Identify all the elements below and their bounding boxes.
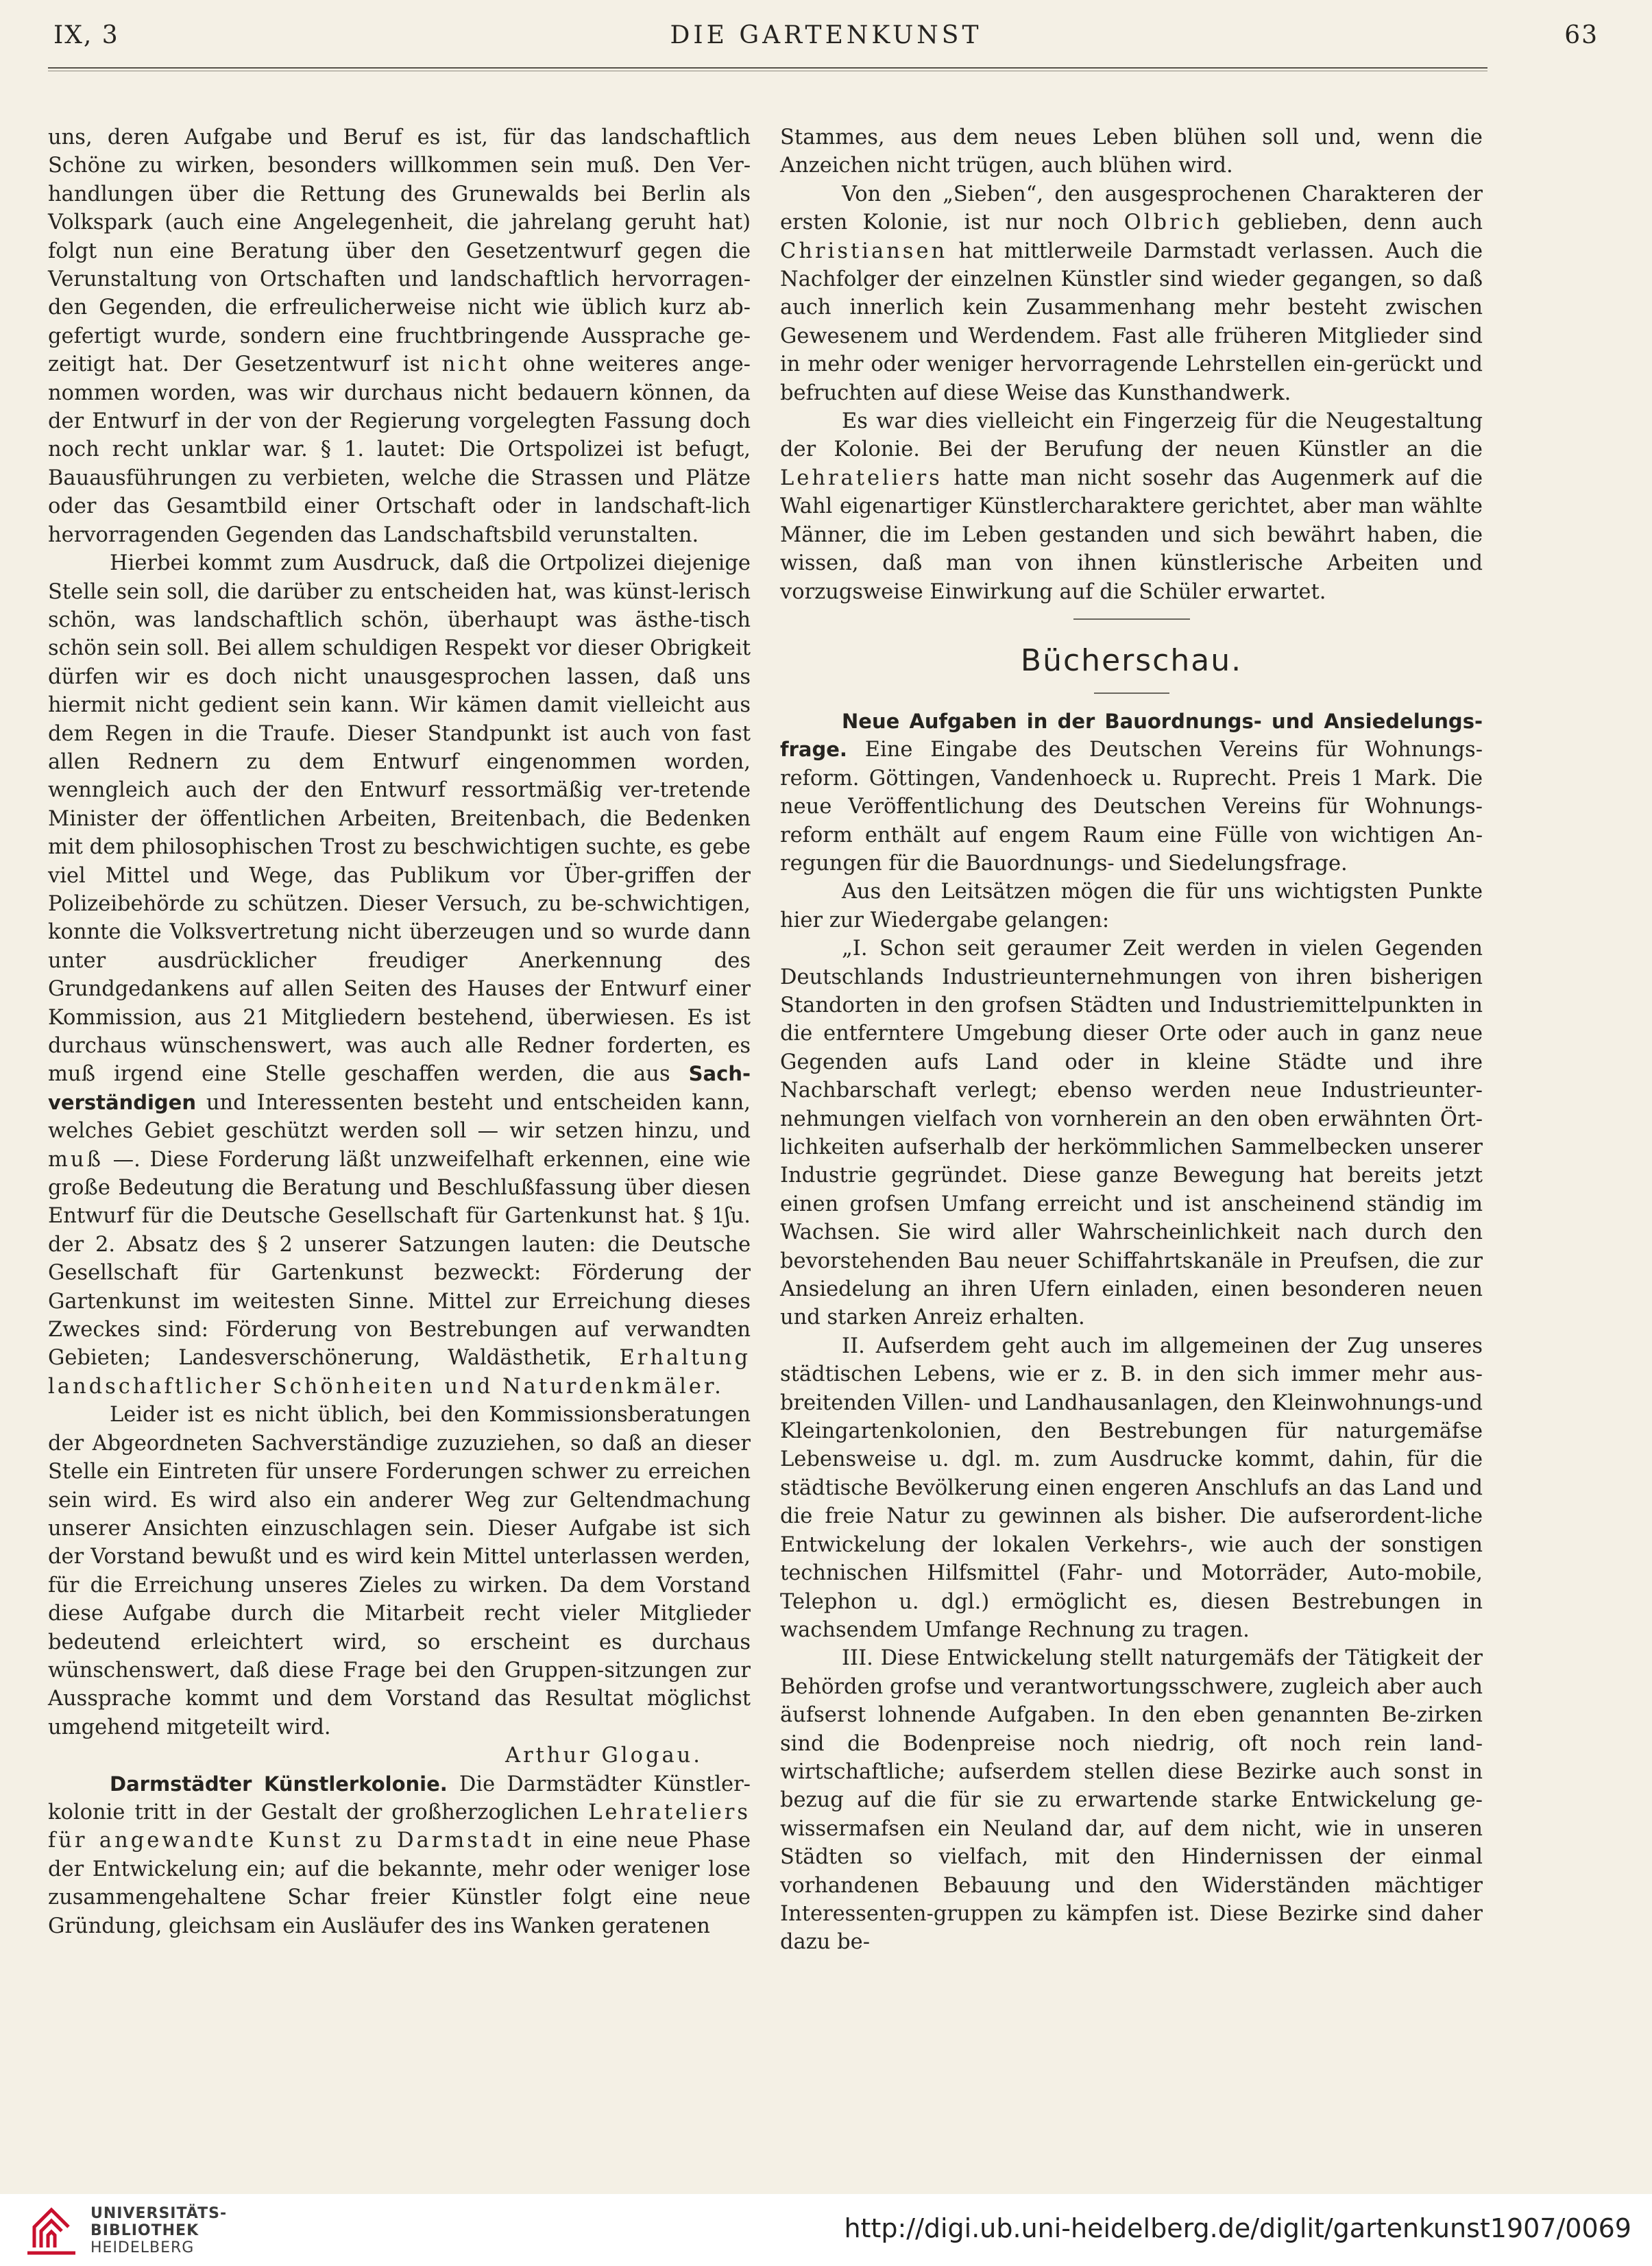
paragraph: Darmstädter Künstlerkolonie. Die Darmstädter Künstler-kolonie tritt in der Gestalt der großherzoglichen Lehrateliers für angewandte Kunst zu Darmstadt in eine neue Phase der Entwickelung ein; auf die bekannte, mehr oder weniger lose zusammengehaltene Schar freier Künstler folgt eine neue Gründung, gleichsam ein Ausläufer des ins Wanken geratenen xyxy=(48,1772,751,1938)
paragraph: „I. Schon seit geraumer Zeit werden in vielen Gegenden Deutschlands Industrieunternehmungen von ihren bisherigen Standorten in den grofsen Städten und Industriemittelpunkten in die entferntere Umgebung dieser Orte oder auch in ganz neue Gegenden aufs Land oder in kleine Städte und ihre Nachbarschaft verlegt; ebenso werden neue Industrieunter-nehmungen vielfach von vornherein an den oben erwähnten Ört-lichkeiten aufserhalb der herkömmlichen Sammelbecken unserer Industrie gegründet. Diese ganze Bewegung hat bereits jetzt einen grofsen Umfang erreicht und ist anscheinend ständig im Wachsen. Sie wird aller Wahrscheinlichkeit nach durch den bevorstehenden Bau neuer Schiffahrtskanäle in Preufsen, die zur Ansiedelung an ihren Ufern einladen, einen besonderen neuen und starken Anreiz erhalten. xyxy=(780,937,1483,1330)
paragraph: Es war dies vielleicht ein Fingerzeig für die Neugestaltung der Kolonie. Bei der Berufung der neuen Künstler an die Lehrateliers hatte man nicht sosehr das Augenmerk auf die Wahl eigenartiger Künstlercharaktere gerichtet, aber man wählte Männer, die im Leben gestanden und sich bewährt haben, die wissen, daß man von ihnen künstlerische Arbeiten und vorzugsweise Einwirkung auf die Schüler erwartet. xyxy=(780,409,1483,604)
right-column xyxy=(780,123,1483,1957)
paragraph: uns, deren Aufgabe und Beruf es ist, für das landschaftlich Schöne zu wirken, besonders willkommen sein muß. Den Ver-handlungen über die Rettung des Grunewalds bei Berlin als Volkspark (auch eine Angelegenheit, die jahrelang geruht hat) folgt nun eine Beratung über den Gesetzentwurf gegen die Verunstaltung von Ortschaften und landschaftlich hervorragen-den Gegenden, die erfreulicherweise nicht wie üblich kurz ab-gefertigt wurde, sondern eine fruchtbringende Aussprache ge-zeitigt hat. Der Gesetzentwurf ist nicht ohne weiteres ange-nommen worden, was wir durchaus nicht bedauern können, da der Entwurf in der von der Regierung vorgelegten Fassung doch noch recht unklar war. § 1. lautet: Die Ortspolizei ist befugt, Bauausführungen zu verbieten, welche die Strassen und Plätze oder das Gesamtbild einer Ortschaft oder in landschaft-lich hervorragenden Gegenden das Landschaftsbild verunstalten. xyxy=(48,125,751,547)
author-signature: Arthur Glogau. xyxy=(505,1744,703,1768)
section-title: Bücherschau. xyxy=(1020,642,1243,678)
library-logo-icon xyxy=(21,2199,82,2261)
paragraph: Neue Aufgaben in der Bauordnungs- und Ansiedelungs-frage. Eine Eingabe des Deutschen Vereins für Wohnungs-reform. Göttingen, Vandenhoeck u. Ruprecht. Preis 1 Mark. Die neue Veröffentlichung des Deutschen Vereins für Wohnungs-reform enthält auf engem Raum eine Fülle von wichtigen An-regungen für die Bauordnungs- und Siedelungsfrage. xyxy=(780,709,1483,876)
section-divider xyxy=(1073,618,1190,620)
paragraph: Aus den Leitsätzen mögen die für uns wichtigsten Punkte hier zur Wiedergabe gelangen: xyxy=(780,880,1483,932)
library-name-line: HEIDELBERG xyxy=(90,2239,195,2256)
paragraph: III. Diese Entwickelung stellt naturgemäfs der Tätigkeit der Behörden grofse und verantwortungsschwere, zugleich aber auch äufserst lohnende Aufgaben. In den eben genannten Be-zirken sind die Bodenpreise noch niedrig, oft noch rein land-wirtschaftliche; aufserdem stellen diese Bezirke auch sonst in bezug auf die für sie zu erwartende starke Entwickelung ge-wissermafsen ein Neuland dar, auf dem nicht, wie in unseren Städten so vielfach, mit den Hindernissen der einmal vorhandenen Bebauung und den Widerständen mächtiger Interessenten-gruppen zu kämpfen ist. Diese Bezirke sind daher dazu be- xyxy=(780,1646,1483,1955)
header-page-number: 63 xyxy=(1564,21,1599,49)
left-column xyxy=(48,123,751,1940)
paragraph: Von den „Sieben“, den ausgesprochenen Charakteren der ersten Kolonie, ist nur noch Olbrich geblieben, denn auch Christiansen hat mittlerweile Darmstadt verlassen. Auch die Nachfolger der einzelnen Künstler sind wieder gegangen, so daß auch innerlich kein Zusammenhang mehr besteht zwischen Gewesenem und Werdendem. Fast alle früheren Mitglieder sind in mehr oder weniger hervorragende Lehrstellen ein-gerückt und befruchten auf diese Weise das Kunsthandwerk. xyxy=(780,182,1483,405)
paragraph: Hierbei kommt zum Ausdruck, daß die Ortpolizei diejenige Stelle sein soll, die darüber zu entscheiden hat, was künst-lerisch schön, was landschaftlich schön, überhaupt was ästhe-tisch schön sein soll. Bei allem schuldigen Respekt vor dieser Obrigkeit dürfen wir es doch nicht unausgesprochen lassen, daß uns hiermit nicht gedient sein kann. Wir kämen damit vielleicht aus dem Regen in die Traufe. Dieser Standpunkt ist auch von fast allen Rednern zu dem Entwurf eingenommen worden, wenngleich auch der den Entwurf ressortmäßig ver-tretende Minister der öffentlichen Arbeiten, Breitenbach, die Bedenken mit dem philosophischen Trost zu beschwichtigen suchte, es gebe viel Mittel und Wege, das Publikum vor Über-griffen der Polizeibehörde zu schützen. Dieser Versuch, zu be-schwichtigen, konnte die Volksvertretung nicht überzeugen und so wurde dann unter ausdrücklicher freudiger Anerkennung des Grundgedankens auf allen Seiten des Hauses der Entwurf einer Kommission, aus 21 Mitgliedern bestehend, überwiesen. Es ist durchaus wünschenswert, was auch alle Redner forderten, es muß irgend eine Stelle geschaffen werden, die aus Sach-verständigen und Interessenten besteht und entscheiden kann, welches Gebiet geschützt werden soll — wir setzen hinzu, und muß —. Diese Forderung läßt unzweifelhaft erkennen, eine wie große Bedeutung die Beratung und Beschlußfassung über diesen Entwurf für die Deutsche Gesellschaft für Gartenkunst hat. § 1ʃu. der 2. Absatz des § 2 unserer Satzungen lauten: die Deutsche Gesellschaft für Gartenkunst bezweckt: Förderung der Gartenkunst im weitesten Sinne. Mittel zur Erreichung dieses Zweckes sind: Förderung von Bestrebungen auf verwandten Gebieten; Landesverschönerung, Waldästhetik, Erhaltung landschaftlicher Schönheiten und Naturdenkmäler. xyxy=(48,551,751,1399)
paragraph: Stammes, aus dem neues Leben blühen soll und, wenn die Anzeichen nicht trügen, auch blühen wird. xyxy=(780,125,1483,178)
source-url-link[interactable]: http://digi.ub.uni-heidelberg.de/diglit/gartenkunst1907/0069 xyxy=(844,2213,1631,2243)
header-rule xyxy=(48,67,1487,69)
paragraph: Leider ist es nicht üblich, bei den Kommissionsberatungen der Abgeordneten Sachverständige zuzuziehen, so daß an dieser Stelle ein Eintreten für unsere Forderungen schwer zu erreichen sein wird. Es wird also ein anderer Weg zur Geltendmachung unserer Ansichten einzuschlagen sein. Dieser Aufgabe ist sich der Vorstand bewußt und es wird kein Mittel unterlassen werden, für die Erreichung unseres Zieles zu wirken. Da dem Vorstand diese Aufgabe durch die Mitarbeit recht vieler Mitglieder bedeutend erleichtert wird, so erscheint es durchaus wünschenswert, daß diese Frage bei den Gruppen-sitzungen zur Aussprache kommt und dem Vorstand das Resultat möglichst umgehend mitgeteilt wird. xyxy=(48,1403,751,1739)
section-divider xyxy=(1094,692,1169,694)
library-name-line: BIBLIOTHEK xyxy=(90,2222,199,2239)
header-journal-title: DIE GARTENKUNST xyxy=(670,21,982,49)
library-name-line: UNIVERSITÄTS- xyxy=(90,2205,228,2222)
paragraph: II. Aufserdem geht auch im allgemeinen der Zug unseres städtischen Lebens, wie er z. B. in den sich immer mehr aus-breitenden Villen- und Landhausanlagen, den Kleinwohnungs-und Kleingartenkolonien, den Bestrebungen für naturgemäfse Lebensweise u. dgl. m. zum Ausdrucke kommt, dahin, für die städtische Bevölkerung einen engeren Anschlufs an das Land und die freie Natur zu gewinnen als bisher. Die aufserordent-liche Entwickelung der lokalen Verkehrs-, wie auch der sonstigen technischen Hilfsmittel (Fahr- und Motorräder, Auto-mobile, Telephon u. dgl.) ermöglicht es, diesen Bestrebungen in wachsendem Umfange Rechnung zu tragen. xyxy=(780,1334,1483,1642)
library-name xyxy=(90,2205,227,2256)
library-footer xyxy=(0,2194,1652,2266)
header-volume: IX, 3 xyxy=(53,21,119,49)
